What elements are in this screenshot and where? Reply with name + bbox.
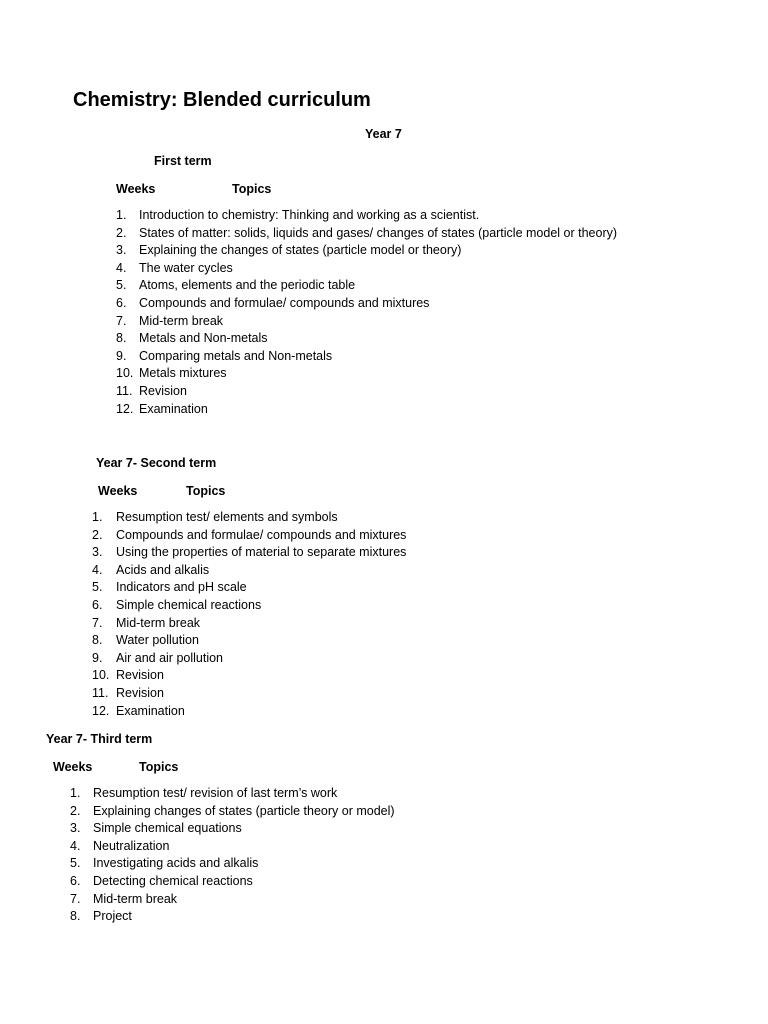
list-item-number: 9. [116, 348, 127, 363]
list-item-number: 4. [116, 260, 127, 275]
list-item-number: 7. [92, 615, 103, 630]
list-item-number: 8. [116, 331, 127, 346]
list-item-topic: Revision [116, 685, 164, 700]
list-item [116, 365, 756, 383]
list-item [92, 615, 692, 633]
list-item-number: 1. [70, 786, 81, 800]
list-item-topic: Compounds and formulae/ compounds and mixtures [116, 527, 407, 542]
list-item [92, 579, 692, 597]
list-item [70, 855, 670, 873]
list-item [70, 803, 670, 821]
third-term-heading: Year 7- Third term [46, 732, 153, 746]
list-item-number: 2. [70, 803, 81, 818]
list-item [116, 260, 756, 278]
list-item-topic: Neutralization [93, 838, 170, 853]
second-term-heading: Year 7- Second term [96, 456, 217, 470]
list-item-topic: Using the properties of material to separate mixtures [116, 545, 407, 560]
list-item-topic: Mid-term break [139, 313, 224, 328]
list-item [92, 685, 692, 703]
list-item-number: 6. [92, 597, 103, 612]
third-term-topics-label: Topics [139, 760, 179, 774]
list-item [116, 383, 756, 401]
list-item-number: 7. [116, 313, 127, 328]
list-item [116, 295, 756, 313]
list-item-topic: Compounds and formulae/ compounds and mixtures [139, 295, 430, 310]
list-item-number: 6. [70, 873, 81, 888]
list-item-number: 10. [92, 668, 110, 683]
list-item [92, 527, 692, 545]
list-item-topic: Simple chemical reactions [116, 597, 262, 612]
list-item [116, 313, 756, 331]
list-item-number: 4. [92, 562, 103, 577]
list-item-number: 3. [70, 821, 81, 836]
list-item [116, 207, 756, 225]
list-item-number: 7. [70, 891, 81, 906]
list-item-topic: Atoms, elements and the periodic table [139, 278, 356, 293]
list-item-topic: Investigating acids and alkalis [93, 856, 259, 871]
second-term-weeks-label: Weeks [98, 484, 138, 498]
list-item-topic: Metals mixtures [139, 366, 227, 381]
list-item [70, 891, 670, 909]
list-item-number: 5. [92, 580, 103, 595]
list-item-topic: Introduction to chemistry: Thinking and working as a scientist. [139, 208, 480, 222]
list-item [116, 401, 756, 419]
first-term-heading: First term [154, 154, 212, 168]
page-title: Chemistry: Blended curriculum [73, 89, 371, 111]
list-item-number: 2. [116, 225, 127, 240]
list-item-number: 8. [92, 633, 103, 648]
list-item-topic: The water cycles [139, 260, 233, 275]
list-item [116, 330, 756, 348]
list-item [116, 242, 756, 260]
list-item [116, 348, 756, 366]
list-item [116, 277, 756, 295]
list-item-number: 10. [116, 366, 134, 381]
list-item-topic: Revision [139, 383, 187, 398]
list-item-topic: Examination [116, 703, 185, 718]
list-item-number: 3. [92, 545, 103, 560]
second-term-topics-label: Topics [186, 484, 226, 498]
third-term-topic-list [70, 785, 670, 926]
list-item-topic: Revision [116, 668, 164, 683]
list-item-topic: Explaining the changes of states (particle model or theory) [139, 243, 462, 258]
list-item [92, 597, 692, 615]
list-item-topic: Resumption test/ revision of last term’s work [93, 786, 338, 800]
list-item-number: 5. [70, 856, 81, 871]
list-item [92, 703, 692, 721]
list-item-topic: Detecting chemical reactions [93, 873, 253, 888]
list-item [92, 632, 692, 650]
list-item-topic: Mid-term break [116, 615, 201, 630]
first-term-topics-label: Topics [232, 182, 272, 196]
list-item-number: 1. [116, 208, 127, 222]
list-item [92, 509, 692, 527]
list-item-number: 12. [92, 703, 110, 718]
list-item-topic: States of matter: solids, liquids and gases/ changes of states (particle model or theory) [139, 225, 618, 240]
list-item-topic: Water pollution [116, 633, 199, 648]
list-item-number: 11. [116, 383, 133, 398]
list-item [70, 838, 670, 856]
list-item-number: 11. [92, 685, 109, 700]
list-item-topic: Air and air pollution [116, 650, 224, 665]
list-item-number: 8. [70, 909, 81, 924]
list-item-topic: Explaining changes of states (particle theory or model) [93, 803, 395, 818]
third-term-weeks-label: Weeks [53, 760, 93, 774]
list-item-topic: Acids and alkalis [116, 562, 210, 577]
list-item-number: 12. [116, 401, 134, 416]
list-item [92, 544, 692, 562]
list-item [70, 908, 670, 926]
list-item-number: 3. [116, 243, 127, 258]
list-item-topic: Metals and Non-metals [139, 331, 268, 346]
list-item-topic: Examination [139, 401, 208, 416]
list-item-topic: Indicators and pH scale [116, 580, 247, 595]
list-item-topic: Resumption test/ elements and symbols [116, 510, 338, 524]
second-term-topic-list [92, 509, 692, 720]
list-item-number: 4. [70, 838, 81, 853]
list-item [92, 650, 692, 668]
list-item [116, 225, 756, 243]
list-item-number: 1. [92, 510, 103, 524]
list-item-number: 6. [116, 295, 127, 310]
list-item-topic: Mid-term break [93, 891, 178, 906]
list-item [70, 873, 670, 891]
first-term-weeks-label: Weeks [116, 182, 156, 196]
list-item [70, 820, 670, 838]
list-item-topic: Simple chemical equations [93, 821, 242, 836]
list-item [92, 562, 692, 580]
list-item-number: 2. [92, 527, 103, 542]
list-item [70, 785, 670, 803]
list-item [92, 667, 692, 685]
list-item-number: 5. [116, 278, 127, 293]
list-item-topic: Comparing metals and Non-metals [139, 348, 333, 363]
list-item-topic: Project [93, 909, 132, 924]
first-term-topic-list [116, 207, 756, 418]
year-heading: Year 7 [365, 127, 402, 141]
list-item-number: 9. [92, 650, 103, 665]
